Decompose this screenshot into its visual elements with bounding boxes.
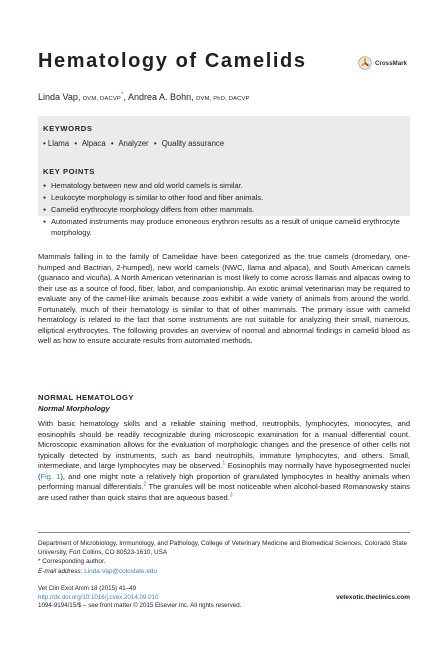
journal-site-link[interactable]: vetexotic.theclinics.com (336, 593, 410, 601)
keywords-list (43, 139, 224, 148)
corresponding-author-mark[interactable]: * (120, 91, 124, 98)
footnote-divider (38, 532, 410, 533)
reference-link[interactable]: 2 (143, 481, 147, 488)
key-point-item: ● Leukocyte morphology is similar to other food and fiber animals. (43, 193, 403, 204)
key-point-item: ● Automated instruments may produce erroneous erythron results as a result of unique camelid erythrocyte morphology. (43, 217, 403, 238)
key-points-heading: KEY POINTS (43, 167, 95, 176)
keyword-item: Llama (47, 139, 70, 148)
author-1-credentials: DVM, DACVP (82, 96, 121, 102)
crossmark-label: CrossMark (375, 59, 407, 67)
keyword-bullet: • (110, 139, 114, 148)
paragraph-text: With basic hematology skills and a reliable staining method, neutrophils, lymphocytes, monocytes, and eosinophils should be readily recognizable during microscopic examination for a manual differential count. Microscopic examination allows for the evaluation of morphologic changes and the presence of other cells not typically detected by instruments, such as band neutrophils, immature lymphocytes, and others. Small, intermediate, and large lymphocytes may be observed. (38, 419, 410, 471)
paragraph-text: Eosinophils may normally have hyposegmented nuclei ( (38, 461, 410, 481)
key-point-item: ● Hematology between new and old world camels is similar. (43, 181, 403, 192)
keywords-heading: KEYWORDS (43, 124, 93, 133)
author-2-name: Andrea A. Bohn, (128, 92, 194, 102)
issn-line: 1094-9194/15/$ – see front matter © 2015 Elsevier Inc. All rights reserved. (38, 602, 242, 610)
corresponding-author-note: * Corresponding author. (38, 558, 106, 566)
author-separator: , (123, 92, 127, 102)
crossmark-icon (358, 56, 372, 70)
keyword-bullet: • (153, 139, 157, 148)
reference-link[interactable]: 1 (222, 460, 226, 467)
paragraph-text: ), and one might note a relatively high proportion of granulated lymphocytes in healthy animals when performing manual differentials. (38, 471, 410, 492)
article-title: Hematology of Camelids (38, 50, 307, 72)
reference-link[interactable]: 3 (229, 492, 233, 499)
journal-citation: Vet Clin Exot Anim 18 (2015) 41–49 (38, 585, 137, 592)
email-link[interactable]: Linda.Vap@colostate.edu (84, 567, 157, 575)
doi-link[interactable]: http://dx.doi.org/10.1016/j.cvex.2014.09.010 (38, 593, 159, 601)
paragraph-text: The granules will be most noticeable when alcohol-based Romanowsky stains are used rather than quick stains that are aqueous based. (38, 482, 410, 502)
email-line (38, 567, 410, 576)
author-1-name: Linda Vap, (38, 92, 81, 102)
page-footer (38, 585, 410, 611)
figure-link[interactable]: Fig. 1 (40, 471, 61, 481)
keyword-bullet: • (43, 139, 46, 148)
section-paragraph (38, 419, 410, 503)
affiliation-block (38, 539, 410, 576)
keyword-item: Alpaca (81, 139, 106, 148)
author-line (38, 92, 250, 102)
keyword-bullet: • (74, 139, 78, 148)
subsection-heading: Normal Morphology (38, 404, 110, 413)
affiliation-text: Department of Microbiology, Immunology, and Pathology, College of Veterinary Medicine and Biomedical Sciences, Colorado State University, Fort Collins, CO 80523-1610, USA (38, 540, 408, 557)
key-points-list (43, 181, 403, 240)
intro-paragraph: Mammals falling in to the family of Camelidae have been categorized as the true camels (dromedary, one-humped and Bactrian, 2-humped), new world camels (NWC, llama and alpaca), and South American camels (guanaco and vicuña). A North American veterinarian is most likely to come across llamas and alpacas owing to their use as a source of food, fiber, labor, and companionship. An exotic animal veterinarian may be required to evaluate any of the camel-like animals because zoos exhibit a wide variety of animals from around the world. Fortunately, much of their hematology is similar to that of other mammals. The primary issue with camelid hematology is related to the fact that some instruments are not suitable for analyzing their small, numerous, elliptical erythrocytes. The following provides an overview of normal and abnormal findings in camelid blood as well as how to ensure accurate results from automated methods. (38, 252, 410, 346)
section-heading: NORMAL HEMATOLOGY (38, 393, 134, 402)
key-point-item: ● Camelid erythrocyte morphology differs from other mammals. (43, 205, 403, 216)
author-2-credentials: DVM, PhD, DACVP (196, 96, 250, 102)
keyword-item: Quality assurance (161, 139, 225, 148)
keyword-item: Analyzer (118, 139, 149, 148)
email-label: E-mail address: (38, 567, 83, 575)
crossmark-badge[interactable] (358, 55, 412, 71)
